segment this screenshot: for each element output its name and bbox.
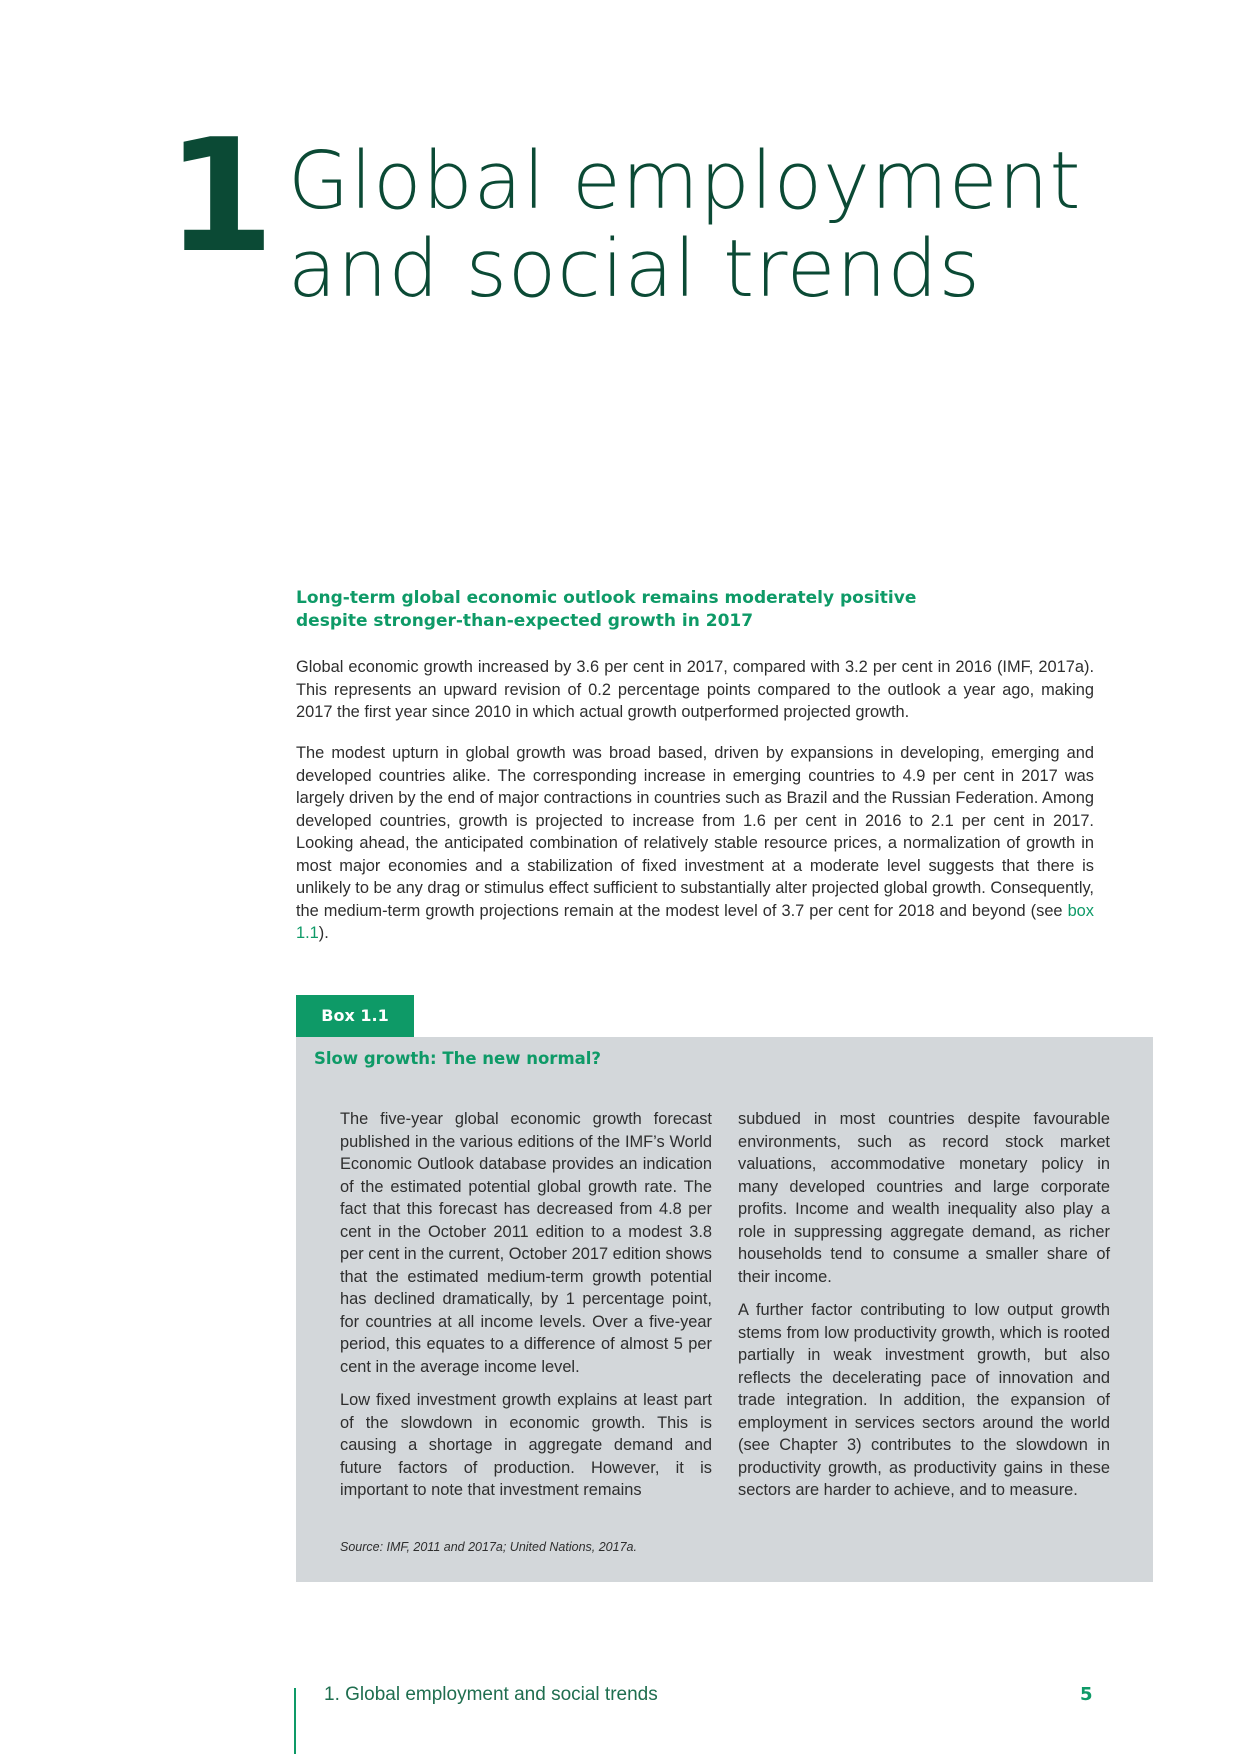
box-right-column: [738, 1108, 1110, 1513]
body-paragraph-2-text: The modest upturn in global growth was broad based, driven by expansions in developing, emerging and developed countries alike. The corresponding increase in emerging countries to 4.9 per cent in 2017 was largely driven by the end of major contractions in countries such as Brazil and the Russian Federation. Among developed countries, growth is projected to increase from 1.6 per cent in 2016 to 2.1 per cent in 2017. Looking ahead, the anticipated combination of relatively stable resource prices, a normalization of growth in most major economies and a stabilization of fixed investment at a moderate level suggests that there is unlikely to be any drag or stimulus effect sufficient to substantially alter projected global growth. Consequently, the medium-term growth projections remain at the modest level of 3.7 per cent for 2018 and beyond (see: [296, 744, 1094, 920]
section-heading: [296, 587, 996, 633]
footer-running-title: 1. Global employment and social trends: [324, 1684, 658, 1705]
box-source-note: Source: IMF, 2011 and 2017a; United Nations, 2017a.: [340, 1540, 637, 1554]
page-number: 5: [1080, 1684, 1093, 1705]
box-panel: [296, 1037, 1153, 1582]
chapter-title: [288, 137, 1188, 313]
box-tab-label: Box 1.1: [296, 995, 414, 1037]
chapter-title-line-1: Global employment: [288, 135, 1082, 227]
chapter-number: 1: [166, 105, 271, 287]
box-reference-link[interactable]: box 1.1: [296, 901, 1094, 942]
footer-divider: [294, 1688, 296, 1754]
body-paragraph-2: [296, 742, 1094, 945]
box-right-paragraph-1: subdued in most countries despite favourable environments, such as record stock market valuations, accommodative monetary policy in many developed countries and large corporate profits. Income and wealth inequality also play a role in suppressing aggregate demand, as richer households tend to consume a smaller share of their income.: [738, 1110, 1110, 1286]
section-heading-line-2: despite stronger-than-expected growth in 2017: [296, 611, 754, 631]
body-paragraph-2-end: ).: [318, 924, 329, 942]
box-left-column: [340, 1108, 712, 1513]
section-heading-line-1: Long-term global economic outlook remains moderately positive: [296, 588, 917, 608]
box-left-paragraph-1: The five-year global economic growth forecast published in the various editions of the IMF’s World Economic Outlook database provides an indication of the estimated potential global growth rate. The fact that this forecast has decreased from 4.8 per cent in the October 2011 edition to a modest 3.8 per cent in the current, October 2017 edition shows that the estimated medium-term growth potential has declined dramatically, by 1 percentage point, for countries at all income levels. Over a five-year period, this equates to a difference of almost 5 per cent in the average income level.: [340, 1110, 712, 1376]
box-right-paragraph-2: A further factor contributing to low output growth stems from low productivity growth, which is rooted partially in weak investment growth, but also reflects the decelerating pace of innovation and trade integration. In addition, the expansion of employment in services sectors around the world (see Chapter 3) contributes to the slowdown in productivity growth, as productivity gains in these sectors are harder to achieve, and to measure.: [738, 1301, 1110, 1499]
box-left-paragraph-2: Low fixed investment growth explains at least part of the slowdown in economic growth. This is causing a shortage in aggregate demand and future factors of production. However, it is important to note that investment remains: [340, 1391, 712, 1499]
body-paragraph-1: Global economic growth increased by 3.6 per cent in 2017, compared with 3.2 per cent in 2016 (IMF, 2017a). This represents an upward revision of 0.2 percentage points compared to the outlook a year ago, making 2017 the first year since 2010 in which actual growth outperformed projected growth.: [296, 658, 1094, 721]
box-title: Slow growth: The new normal?: [314, 1049, 602, 1068]
chapter-title-line-2: and social trends: [288, 223, 981, 315]
